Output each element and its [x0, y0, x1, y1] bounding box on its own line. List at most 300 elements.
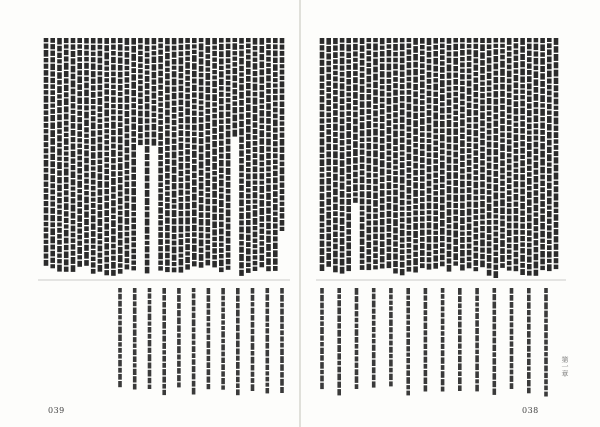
text-glyph [253, 186, 258, 191]
text-glyph [192, 210, 197, 217]
text-glyph [474, 50, 479, 57]
text-glyph [447, 165, 452, 171]
text-glyph [433, 92, 438, 97]
text-glyph [206, 115, 211, 122]
text-glyph [547, 232, 552, 239]
text-glyph [353, 100, 358, 105]
text-glyph [152, 72, 157, 78]
text-glyph [407, 195, 412, 200]
text-glyph [400, 200, 405, 205]
text-glyph [185, 94, 190, 99]
text-glyph [266, 147, 271, 152]
text-glyph [453, 246, 458, 252]
text-glyph [219, 229, 224, 235]
text-glyph [212, 183, 217, 190]
text-glyph [77, 38, 82, 43]
text-glyph [50, 208, 55, 214]
text-glyph [372, 288, 376, 292]
text-glyph [111, 244, 116, 249]
text-glyph [152, 79, 157, 84]
text-glyph [520, 236, 525, 241]
text-glyph [172, 199, 177, 203]
text-glyph [458, 303, 462, 308]
text-glyph [148, 370, 152, 377]
text-glyph [148, 293, 152, 298]
text-glyph [494, 220, 499, 225]
text-glyph [266, 139, 271, 146]
text-glyph [50, 202, 55, 207]
text-glyph [185, 226, 190, 232]
text-glyph [177, 288, 181, 294]
text-glyph [547, 104, 552, 109]
text-glyph [340, 168, 345, 175]
text-glyph [233, 89, 238, 94]
text-glyph [333, 166, 338, 172]
text-glyph [199, 117, 204, 122]
text-glyph [520, 38, 525, 45]
text-glyph [104, 270, 109, 275]
text-glyph [447, 244, 452, 250]
text-glyph [118, 98, 123, 103]
text-glyph [514, 169, 519, 173]
text-glyph [500, 215, 505, 219]
text-glyph [273, 212, 278, 216]
text-glyph [111, 158, 116, 163]
text-glyph [367, 51, 372, 56]
text-glyph [236, 377, 240, 382]
text-glyph [355, 329, 359, 336]
text-glyph [460, 119, 465, 126]
text-glyph [226, 224, 231, 230]
text-glyph [424, 357, 428, 363]
text-glyph [547, 124, 552, 130]
text-glyph [487, 220, 492, 225]
text-glyph [50, 168, 55, 174]
text-glyph [57, 198, 62, 203]
text-glyph [547, 154, 552, 161]
text-glyph [185, 264, 190, 269]
text-glyph [387, 225, 392, 232]
text-glyph [44, 227, 49, 232]
text-glyph [427, 188, 432, 194]
text-glyph [84, 127, 89, 132]
text-glyph [460, 57, 465, 61]
text-glyph [554, 186, 559, 192]
text-glyph [372, 334, 376, 338]
text-glyph [125, 66, 130, 70]
text-glyph [373, 144, 378, 149]
text-glyph [400, 177, 405, 184]
text-glyph [199, 79, 204, 86]
text-glyph [440, 61, 445, 65]
text-glyph [480, 254, 485, 259]
text-glyph [158, 44, 163, 49]
text-glyph [373, 44, 378, 51]
text-glyph [125, 210, 130, 217]
text-glyph [253, 226, 258, 230]
text-glyph [192, 165, 197, 171]
text-glyph [239, 78, 244, 83]
text-glyph [447, 265, 452, 272]
text-glyph [547, 38, 552, 42]
text-glyph [44, 245, 49, 252]
text-glyph [333, 189, 338, 195]
text-glyph [547, 206, 552, 210]
text-glyph [427, 46, 432, 50]
text-glyph [148, 327, 152, 333]
text-glyph [514, 230, 519, 235]
text-glyph [337, 367, 341, 373]
text-glyph [162, 336, 166, 342]
text-glyph [420, 263, 425, 268]
text-glyph [131, 97, 136, 102]
text-glyph [510, 295, 514, 301]
text-glyph [346, 117, 351, 122]
text-glyph [253, 153, 258, 158]
text-glyph [453, 180, 458, 186]
text-glyph [326, 159, 331, 166]
text-glyph [340, 191, 345, 198]
text-glyph [387, 261, 392, 268]
text-glyph [111, 130, 116, 135]
text-glyph [192, 194, 197, 201]
text-glyph [507, 52, 512, 57]
text-glyph [206, 199, 211, 205]
text-glyph [251, 335, 255, 341]
text-glyph [520, 242, 525, 246]
text-glyph [280, 95, 285, 100]
text-glyph [84, 57, 89, 62]
text-glyph [440, 212, 445, 219]
text-glyph [380, 91, 385, 97]
text-glyph [540, 130, 545, 135]
text-glyph [273, 120, 278, 127]
text-glyph [133, 308, 137, 314]
text-glyph [373, 82, 378, 88]
text-glyph [540, 52, 545, 57]
text-glyph [253, 106, 258, 113]
text-glyph [474, 143, 479, 149]
text-glyph [192, 327, 196, 332]
text-glyph [527, 97, 532, 103]
text-glyph [125, 188, 130, 194]
text-glyph [280, 330, 284, 335]
text-glyph [158, 168, 163, 174]
text-glyph [340, 119, 345, 125]
text-glyph [433, 135, 438, 140]
text-glyph [433, 51, 438, 57]
text-glyph [554, 78, 559, 84]
text-glyph [474, 117, 479, 122]
text-glyph [98, 211, 103, 218]
text-glyph [320, 256, 325, 263]
text-glyph [540, 231, 545, 237]
text-glyph [50, 71, 55, 76]
text-glyph [44, 174, 49, 181]
text-glyph [407, 43, 412, 48]
text-glyph [547, 219, 552, 224]
text-glyph [219, 92, 224, 97]
text-glyph [373, 38, 378, 42]
text-glyph [192, 105, 197, 110]
text-glyph [179, 163, 184, 170]
text-glyph [474, 190, 479, 195]
text-glyph [221, 352, 225, 357]
text-glyph [360, 260, 365, 264]
text-glyph [514, 123, 519, 127]
text-glyph [266, 132, 271, 137]
text-glyph [433, 244, 438, 249]
text-glyph [145, 168, 150, 175]
text-glyph [440, 49, 445, 54]
text-glyph [239, 173, 244, 178]
text-glyph [131, 38, 136, 45]
text-glyph [458, 288, 462, 295]
text-glyph [337, 308, 341, 315]
text-glyph [246, 268, 251, 273]
text-glyph [326, 186, 331, 191]
text-glyph [487, 130, 492, 135]
text-glyph [177, 310, 181, 316]
text-glyph [266, 365, 270, 370]
text-glyph [98, 197, 103, 203]
text-glyph [253, 218, 258, 225]
text-glyph [407, 70, 412, 76]
text-glyph [260, 105, 265, 109]
text-glyph [400, 230, 405, 236]
text-glyph [172, 262, 177, 266]
text-glyph [158, 261, 163, 265]
text-glyph [64, 252, 69, 259]
text-glyph [389, 368, 393, 373]
text-glyph [453, 66, 458, 71]
text-glyph [500, 175, 505, 180]
text-glyph [98, 144, 103, 151]
text-glyph [413, 205, 418, 209]
text-glyph [360, 73, 365, 78]
text-glyph [527, 249, 532, 256]
text-glyph [340, 212, 345, 216]
text-glyph [320, 241, 325, 247]
text-glyph [353, 51, 358, 56]
text-glyph [353, 58, 358, 62]
text-glyph [554, 46, 559, 53]
text-glyph [185, 144, 190, 148]
text-glyph [427, 222, 432, 228]
text-glyph [162, 356, 166, 362]
text-glyph [326, 192, 331, 197]
text-glyph [280, 288, 284, 294]
text-glyph [474, 260, 479, 266]
text-glyph [64, 245, 69, 250]
text-glyph [510, 348, 514, 354]
text-glyph [534, 170, 539, 175]
text-glyph [84, 173, 89, 178]
text-glyph [373, 150, 378, 157]
text-glyph [333, 259, 338, 265]
text-glyph [212, 94, 217, 101]
text-glyph [179, 246, 184, 252]
text-glyph [367, 227, 372, 233]
text-glyph [165, 152, 170, 158]
text-glyph [260, 194, 265, 199]
text-glyph [520, 54, 525, 60]
text-glyph [480, 87, 485, 92]
text-glyph [145, 206, 150, 210]
text-glyph [387, 157, 392, 161]
text-glyph [346, 65, 351, 70]
text-glyph [253, 166, 258, 172]
text-glyph [221, 364, 225, 370]
text-glyph [266, 167, 271, 172]
text-glyph [500, 199, 505, 206]
text-glyph [206, 87, 211, 93]
text-glyph [413, 210, 418, 215]
text-glyph [527, 83, 532, 89]
text-glyph [71, 213, 76, 219]
text-glyph [221, 288, 225, 294]
text-glyph [340, 176, 345, 181]
text-glyph [440, 242, 445, 247]
text-glyph [340, 183, 345, 190]
text-glyph [487, 204, 492, 211]
text-glyph [387, 135, 392, 142]
text-glyph [226, 50, 231, 57]
text-glyph [253, 239, 258, 243]
text-glyph [236, 296, 240, 302]
text-glyph [246, 126, 251, 133]
text-glyph [487, 117, 492, 122]
text-glyph [467, 143, 472, 147]
text-glyph [326, 46, 331, 52]
text-glyph [212, 102, 217, 106]
text-glyph [340, 267, 345, 274]
text-glyph [239, 121, 244, 127]
text-glyph [420, 170, 425, 175]
text-glyph [91, 215, 96, 222]
text-glyph [172, 234, 177, 239]
text-glyph [138, 75, 143, 79]
text-glyph [447, 107, 452, 113]
text-glyph [474, 110, 479, 115]
text-glyph [353, 106, 358, 110]
text-glyph [158, 91, 163, 96]
text-glyph [427, 117, 432, 123]
text-glyph [453, 216, 458, 221]
text-glyph [458, 329, 462, 334]
text-glyph [158, 194, 163, 201]
text-glyph [246, 181, 251, 187]
text-glyph [372, 352, 376, 358]
text-glyph [320, 223, 325, 227]
text-glyph [474, 99, 479, 103]
text-glyph [125, 232, 130, 236]
text-glyph [380, 145, 385, 151]
text-glyph [273, 134, 278, 140]
text-glyph [125, 84, 130, 88]
text-glyph [424, 370, 428, 376]
text-glyph [514, 69, 519, 73]
text-glyph [407, 217, 412, 223]
text-glyph [158, 97, 163, 101]
text-glyph [57, 114, 62, 120]
text-glyph [111, 262, 116, 269]
text-glyph [212, 114, 217, 119]
text-glyph [177, 368, 181, 374]
text-glyph [474, 215, 479, 220]
text-glyph [544, 324, 548, 331]
text-glyph [145, 267, 150, 274]
text-glyph [172, 59, 177, 65]
text-glyph [98, 124, 103, 129]
text-glyph [527, 207, 532, 213]
text-glyph [118, 177, 123, 183]
text-glyph [494, 157, 499, 163]
chapter-mark: 第一章 [561, 356, 569, 377]
text-glyph [206, 136, 211, 142]
text-glyph [239, 227, 244, 233]
text-glyph [131, 167, 136, 173]
text-glyph [118, 342, 122, 346]
text-glyph [480, 201, 485, 207]
text-glyph [474, 202, 479, 208]
text-glyph [104, 89, 109, 94]
text-glyph [212, 38, 217, 44]
text-glyph [507, 172, 512, 177]
text-glyph [266, 288, 270, 293]
text-glyph [118, 92, 123, 96]
text-glyph [540, 244, 545, 250]
text-glyph [77, 44, 82, 48]
text-glyph [57, 162, 62, 169]
text-glyph [91, 146, 96, 151]
text-glyph [534, 218, 539, 225]
text-glyph [420, 164, 425, 168]
text-glyph [77, 241, 82, 246]
text-glyph [380, 205, 385, 211]
text-glyph [373, 74, 378, 81]
text-glyph [527, 199, 532, 205]
text-glyph [185, 257, 190, 263]
text-glyph [480, 167, 485, 173]
text-glyph [346, 38, 351, 43]
text-glyph [527, 215, 532, 222]
text-glyph [387, 120, 392, 126]
text-glyph [460, 44, 465, 49]
text-glyph [333, 232, 338, 237]
text-glyph [57, 135, 62, 141]
text-glyph [494, 44, 499, 48]
text-glyph [206, 227, 211, 232]
text-glyph [494, 99, 499, 105]
text-glyph [540, 266, 545, 270]
text-glyph [185, 38, 190, 43]
text-glyph [346, 79, 351, 85]
text-glyph [360, 253, 365, 258]
text-glyph [138, 51, 143, 55]
text-glyph [219, 59, 224, 65]
text-glyph [547, 147, 552, 153]
text-glyph [77, 84, 82, 90]
text-glyph [44, 123, 49, 128]
text-glyph [406, 377, 410, 384]
text-glyph [500, 228, 505, 233]
text-glyph [253, 205, 258, 209]
text-glyph [460, 189, 465, 194]
text-glyph [353, 38, 358, 43]
text-glyph [460, 175, 465, 180]
text-glyph [427, 236, 432, 242]
